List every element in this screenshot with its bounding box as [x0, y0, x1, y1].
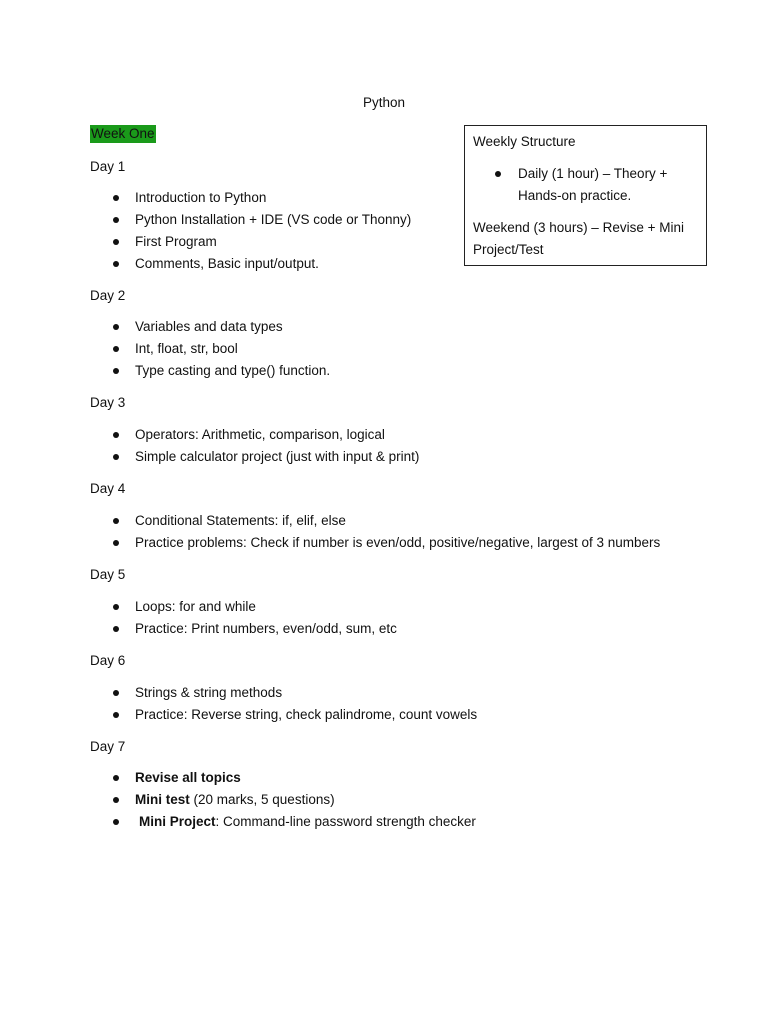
list-item	[110, 789, 476, 811]
list-item	[110, 767, 476, 789]
day-heading-5: Day 5	[90, 567, 126, 582]
day-6-topic-list	[110, 682, 477, 726]
day-heading-4: Day 4	[90, 481, 126, 496]
list-item: Python Installation + IDE (VS code or Thonny)	[110, 209, 411, 231]
mini-project-detail: : Command-line password strength checker	[215, 814, 476, 829]
mini-project-label: Mini Project	[139, 814, 216, 829]
list-item: Strings & string methods	[110, 682, 477, 704]
list-item: Practice: Reverse string, check palindrome, count vowels	[110, 704, 477, 726]
list-item: Simple calculator project (just with input & print)	[110, 446, 419, 468]
mini-test-detail: (20 marks, 5 questions)	[189, 792, 335, 807]
list-item: First Program	[110, 231, 411, 253]
list-item: Comments, Basic input/output.	[110, 253, 411, 275]
list-item: Practice: Print numbers, even/odd, sum, etc	[110, 618, 397, 640]
list-item: Practice problems: Check if number is even/odd, positive/negative, largest of 3 numbers	[110, 532, 660, 554]
daily-item: Daily (1 hour) – Theory + Hands-on practice.	[473, 163, 698, 207]
day-5-topic-list	[110, 596, 397, 640]
list-item: Introduction to Python	[110, 187, 411, 209]
day-2-topic-list	[110, 316, 330, 382]
day-1-topic-list	[110, 187, 411, 275]
day-heading-3: Day 3	[90, 395, 126, 410]
weekly-structure-box	[464, 125, 707, 266]
list-item: Int, float, str, bool	[110, 338, 330, 360]
revise-label: Revise all topics	[135, 770, 241, 785]
page-title: Python	[362, 95, 406, 110]
list-item: Variables and data types	[110, 316, 330, 338]
list-item	[110, 811, 476, 833]
weekly-structure-title: Weekly Structure	[473, 134, 576, 149]
day-heading-7: Day 7	[90, 739, 126, 754]
list-item: Operators: Arithmetic, comparison, logical	[110, 424, 419, 446]
day-heading-6: Day 6	[90, 653, 126, 668]
list-item: Loops: for and while	[110, 596, 397, 618]
mini-test-label: Mini test	[135, 792, 190, 807]
weekend-note: Weekend (3 hours) – Revise + Mini Project/Test	[473, 220, 684, 257]
day-4-topic-list	[110, 510, 660, 554]
day-3-topic-list	[110, 424, 419, 468]
list-item: Type casting and type() function.	[110, 360, 330, 382]
week-label: Week One	[91, 126, 155, 141]
weekly-structure-list	[473, 163, 698, 207]
day-heading-2: Day 2	[90, 288, 126, 303]
day-heading-1: Day 1	[90, 159, 126, 174]
list-item: Conditional Statements: if, elif, else	[110, 510, 660, 532]
day-7-topic-list	[110, 767, 476, 833]
